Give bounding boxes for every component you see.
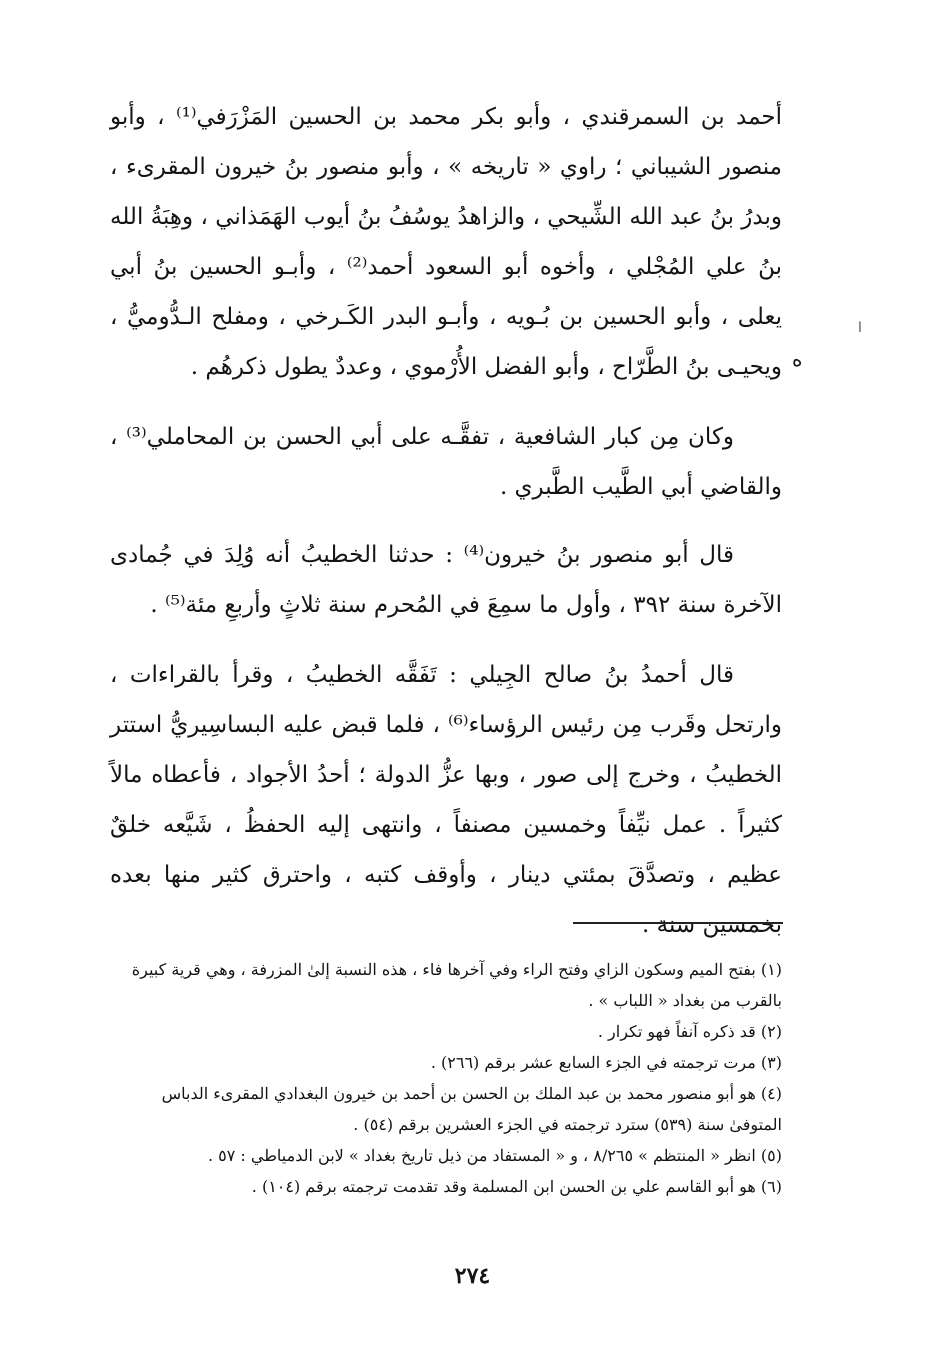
- page-number: ٢٧٤: [454, 1263, 491, 1289]
- paragraph-2: وكان مِن كبار الشافعية ، تفقَّـه على أبي الحسن بن المحاملي⁽³⁾ ، والقاضي أبي الطَّيب الطَّبري .: [110, 424, 782, 500]
- footnote-6: (٦) هو أبو القاسم علي بن الحسن ابن المسلمة وقد تقدمت ترجمته برقم (١٠٤) .: [251, 1177, 782, 1196]
- margin-mark: ه: [792, 347, 803, 371]
- paragraph-1: أحمد بن السمرقندي ، وأبو بكر محمد بن الحسين المَزْرَفي⁽¹⁾ ، وأبو منصور الشيباني ؛ راوي « تاريخه » ، وأبو منصور بنُ خيرون المقرىء ، وبدرُ بنُ عبد الله الشِّيحي ، والزاهدُ يوسُفُ بنُ أيوب الهَمَذاني ، وهِبَةُ الله بنُ علي المُجْلي ، وأخوه أبو السعود أحمد⁽²⁾ ، وأبـو الحسين بنُ أبي يعلى ، وأبو الحسين بن بُـويه ، وأبـو البدر الكَـرخي ، ومفلح الـدُّوميُّ ، ويحيـى بنُ الطَّرّاح ، وأبو الفضل الأُرْموي ، وعددٌ يطول ذكرهُم .: [109, 104, 782, 380]
- footnote-4: (٤) هو أبو منصور محمد بن عبد الملك بن الحسن بن أحمد بن خيرون البغدادي المقرىء الدباس المتوفىٰ سنة (٥٣٩) سترد ترجمته في الجزء العشرين برقم (٥٤) .: [161, 1084, 782, 1134]
- footnotes: [110, 954, 782, 1202]
- footnote-5: (٥) انظر « المنتظم » ٨/٢٦٥ ، و « المستفاد من ذيل تاريخ بغداد » لابن الدمياطي : ٥٧ .: [207, 1146, 782, 1165]
- paragraph-3: قال أبو منصور بنُ خيرون⁽⁴⁾ : حدثنا الخطيبُ أنه وُلِدَ في جُمادى الآخرة سنة ٣٩٢ ، وأول ما سمِعَ في المُحرم سنة ثلاثٍ وأربعِ مئة⁽⁵⁾ .: [110, 542, 782, 618]
- footnote-2: (٢) قد ذكره آنفاً فهو تكرار .: [597, 1022, 782, 1041]
- paragraph-4: قال أحمدُ بنُ صالح الجِيلي : تَفَقَّه الخطيبُ ، وقرأ بالقراءات ، وارتحل وقَرب مِن رئيس الرؤساء⁽⁶⁾ ، فلما قبض عليه البساسِيريُّ استتر الخطيبُ ، وخرج إلى صور ، وبها عزُّ الدولة ؛ أحدُ الأجواد ، فأعطاه مالاً كثيراً . عمل نيِّفاً وخمسين مصنفاً ، وانتهى إليه الحفظُ ، شَيَّعه خلقٌ عظيم ، وتصدَّقَ بمئتي دينار ، وأوقف كتبه ، واحترق كثير منها بعده بخمسين سنة .: [110, 662, 783, 938]
- footnote-1: (١) بفتح الميم وسكون الزاي وفتح الراء وفي آخرها فاء ، هذه النسبة إلىٰ المزرفة ، وهي قرية كبيرة بالقرب من بغداد « اللباب » .: [131, 960, 782, 1010]
- footnote-separator: [573, 922, 783, 924]
- footnote-3: (٣) مرت ترجمته في الجزء السابع عشر برقم (٢٦٦) .: [430, 1053, 782, 1072]
- margin-tick-mark: ا: [858, 320, 862, 336]
